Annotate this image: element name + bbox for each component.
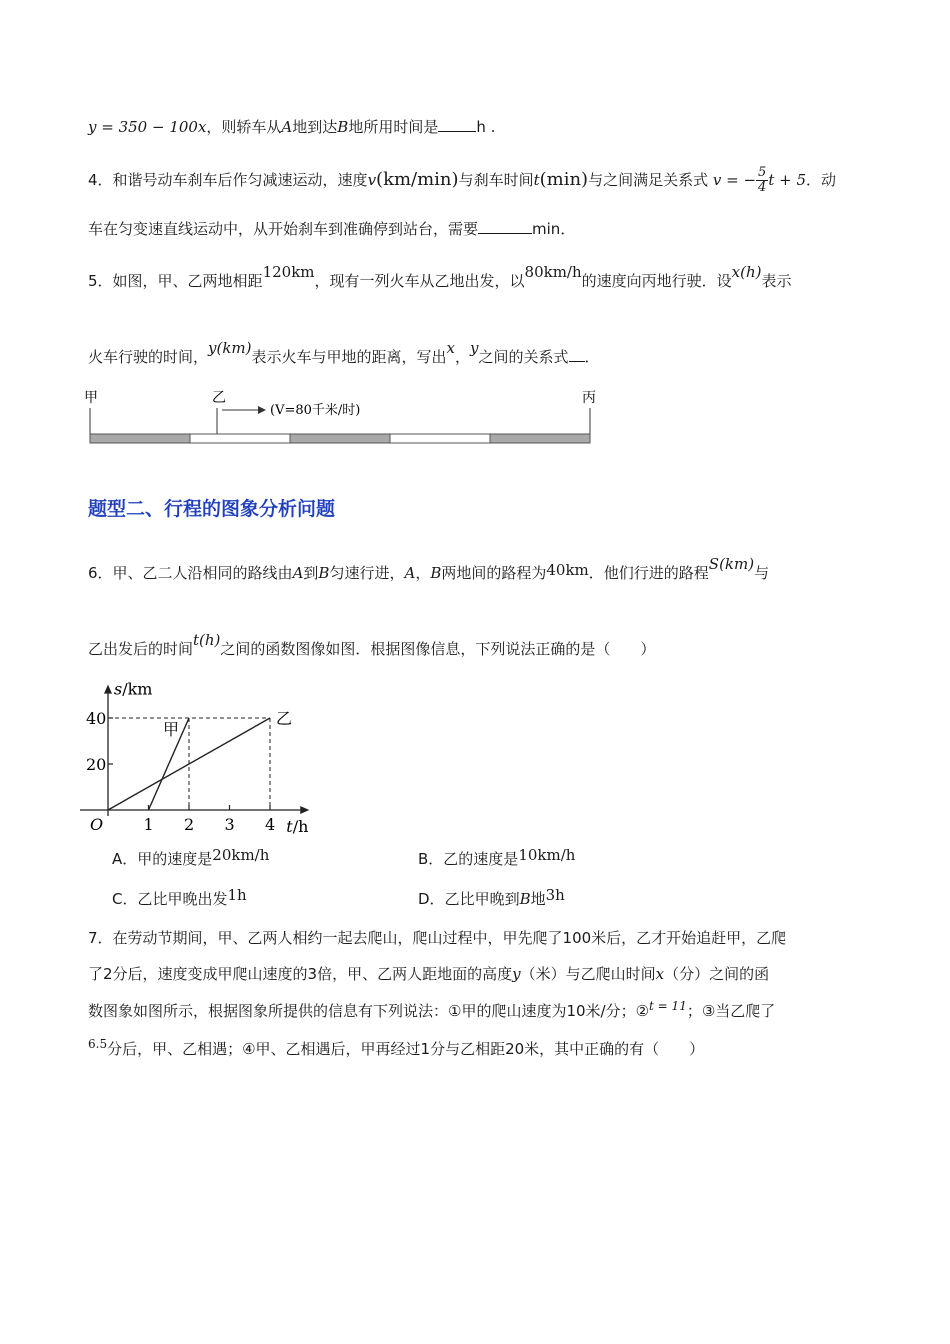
label-jia: 甲	[84, 390, 98, 406]
track-segment	[90, 434, 190, 443]
option-d[interactable]: D．乙比甲晚到B地3h	[418, 886, 565, 908]
x-tick-label: 4	[265, 815, 276, 834]
answer-blank[interactable]	[478, 219, 532, 234]
track-segment	[190, 434, 290, 443]
q7-line4: $^{6.5}$分后，甲、乙相遇；④甲、乙相遇后，甲再经过1分与乙相距20米，其中正确的有（ ）	[88, 1037, 705, 1058]
arrow-speed-label: (V=80千米/时)	[270, 403, 361, 418]
x-tick-label: 1	[143, 815, 154, 834]
q4-line2: 车在匀变速直线运动中，从开始刹车到准确停到站台，需要 min．	[88, 220, 576, 238]
x-axis-label: t/h	[286, 817, 309, 836]
x-tick-label: 3	[224, 815, 235, 834]
q6-line2: 乙出发后的时间t(h)之间的函数图像如图．根据图像信息，下列说法正确的是（ ）	[88, 631, 656, 658]
track-segment	[290, 434, 390, 443]
x-tick-label: 2	[184, 815, 195, 834]
q5-railway-figure	[80, 384, 610, 454]
label-bing: 丙	[582, 390, 596, 406]
y-tick-label: 40	[86, 709, 107, 728]
q6-distance-time-chart	[80, 676, 340, 836]
answer-blank[interactable]	[569, 347, 585, 362]
q6-line1: 6．甲、乙二人沿相同的路线由A到B匀速行进，A，B两地间的路程为40km．他们行进的路程S(km)与	[88, 555, 770, 582]
fraction-5-4: $\frac{5}{4}$	[758, 165, 767, 195]
q3-tail-line: y = 350 − 100x，则轿车从A地到达B地所用时间是 h .	[88, 118, 496, 136]
y-axis-label: s/km	[114, 679, 153, 699]
y-tick-label: 20	[86, 755, 107, 774]
y-axis-arrow	[104, 685, 112, 694]
section-heading: 题型二、行程的图象分析问题	[88, 498, 336, 520]
label-yi: 乙	[212, 390, 226, 406]
q5-line1: 5．如图，甲、乙两地相距120km，现有一列火车从乙地出发，以80km/h的速度向丙地行驶．设x(h)表示	[88, 263, 792, 290]
x-axis-arrow	[300, 806, 309, 814]
option-c[interactable]: C．乙比甲晚出发1h	[112, 886, 247, 908]
option-b[interactable]: B．乙的速度是10km/h	[418, 846, 576, 868]
origin-label: O	[90, 815, 104, 834]
q7-line1: 7．在劳动节期间，甲、乙两人相约一起去爬山，爬山过程中，甲先爬了100米后，乙才开始追赶甲，乙爬	[88, 929, 787, 947]
track-segment	[490, 434, 590, 443]
q7-line3: 数图象如图所示，根据图象所提供的信息有下列说法：①甲的爬山速度为10米/分；②$^{t = 11}$；③当乙爬了	[88, 999, 776, 1020]
series-label-yi: 乙	[276, 709, 293, 728]
answer-blank[interactable]	[438, 117, 476, 132]
q7-line2: 了2分后，速度变成甲爬山速度的3倍，甲、乙两人距地面的高度y（米）与乙爬山时间x（分）之间的函	[88, 965, 770, 983]
q5-line2: 火车行驶的时间，y(km)表示火车与甲地的距离，写出x，y之间的关系式 ．	[88, 339, 600, 366]
q4-line1: 4．和谐号动车刹车后作匀减速运动，速度v(km/min)与刹车时间t(min)与之间满足关系式 v = − $\frac{5}{4}$ t + 5．动	[88, 165, 837, 195]
series-label-jia: 甲	[163, 720, 180, 739]
option-a[interactable]: A．甲的速度是20km/h	[112, 846, 270, 868]
track-segment	[390, 434, 490, 443]
q3-formula: y = 350 − 100x	[88, 118, 207, 136]
